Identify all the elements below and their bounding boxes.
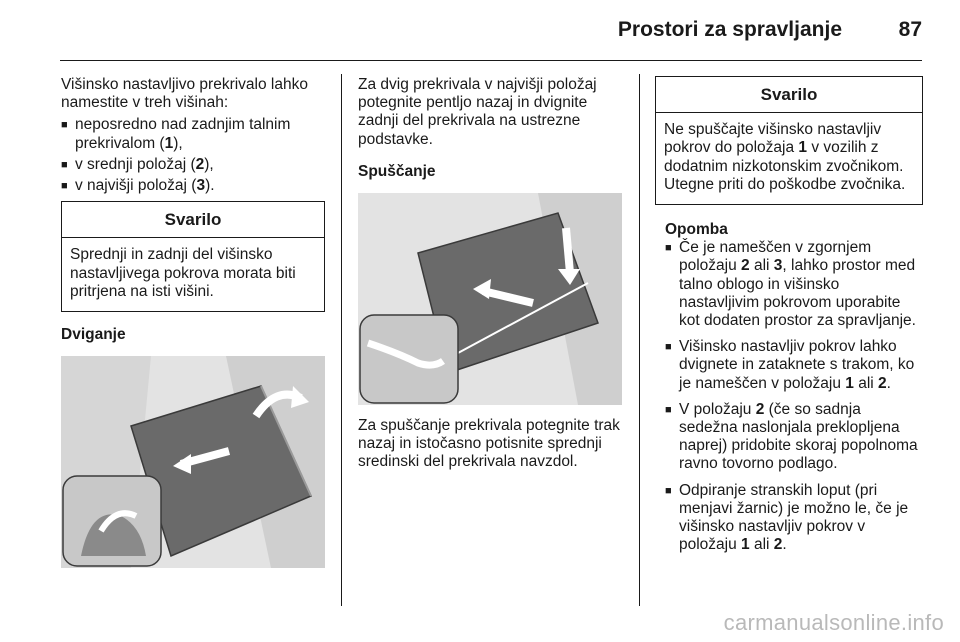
intro-text: Višinsko nastavljivo prekrivalo lahko namestite v treh višinah:	[61, 76, 308, 112]
note-heading: Opomba	[665, 221, 728, 239]
list-item: ■ Če je nameščen v zgornjem položaju 2 ali 3, lahko prostor med talno oblogo in višinsko nastavljivim pokrovom uporabite kot dodaten prostor za spravljanje.	[665, 239, 923, 330]
page-header-title: Prostori za spravljanje	[617, 18, 842, 41]
page-number: 87	[898, 18, 922, 41]
watermark: carmanualsonline.info	[723, 610, 944, 635]
column-2	[358, 76, 624, 472]
column-separator-2	[639, 74, 640, 606]
warning-box	[655, 76, 923, 205]
height-list	[61, 116, 325, 195]
raising-illustration	[61, 356, 325, 568]
column-1	[61, 76, 325, 568]
list-item: ■ Odpiranje stranskih loput (pri menjavi žarnic) je možno le, če je višinsko nastavljiv pokrov v položaju 1 ali 2.	[665, 482, 923, 555]
header-rule	[60, 60, 922, 61]
warning-title: Svarilo	[656, 77, 922, 113]
list-item: ■ v srednji položaj (2),	[61, 156, 325, 174]
lowering-text: Za spuščanje prekrivala potegnite trak nazaj in istočasno potisnite sprednji sredinski del prekrivala navzdol.	[358, 417, 620, 471]
raising-heading: Dviganje	[61, 326, 126, 344]
list-item: ■ v najvišji položaj (3).	[61, 177, 325, 195]
warning-title: Svarilo	[62, 202, 324, 238]
lowering-heading: Spuščanje	[358, 162, 436, 180]
list-item: ■ neposredno nad zadnjim talnim prekrivalom (1),	[61, 116, 325, 152]
lowering-illustration	[358, 193, 622, 405]
list-item: ■ Višinsko nastavljiv pokrov lahko dvignete in zataknete s trakom, ko je nameščen v položaju 1 ali 2.	[665, 338, 923, 393]
column-separator-1	[341, 74, 342, 606]
list-item: ■ V položaju 2 (če so sadnja sedežna naslonjala preklopljena naprej) pridobite skoraj popolnoma ravno tovorno podlago.	[665, 401, 923, 474]
column-3	[655, 76, 923, 562]
warning-body: Ne spuščajte višinsko nastavljiv pokrov do položaja 1 v vozilih z dodatnim nizkotonskim zvočnikom. Utegne priti do poškodbe zvočnika.	[664, 121, 906, 193]
note-list	[665, 239, 923, 554]
warning-box	[61, 201, 325, 312]
warning-body: Sprednji in zadnji del višinsko nastavljivega pokrova morata biti pritrjena na isti višini.	[70, 246, 296, 300]
raising-text: Za dvig prekrivala v najvišji položaj potegnite pentljo nazaj in dvignite zadnji del prekrivala na ustrezne podstavke.	[358, 76, 597, 148]
